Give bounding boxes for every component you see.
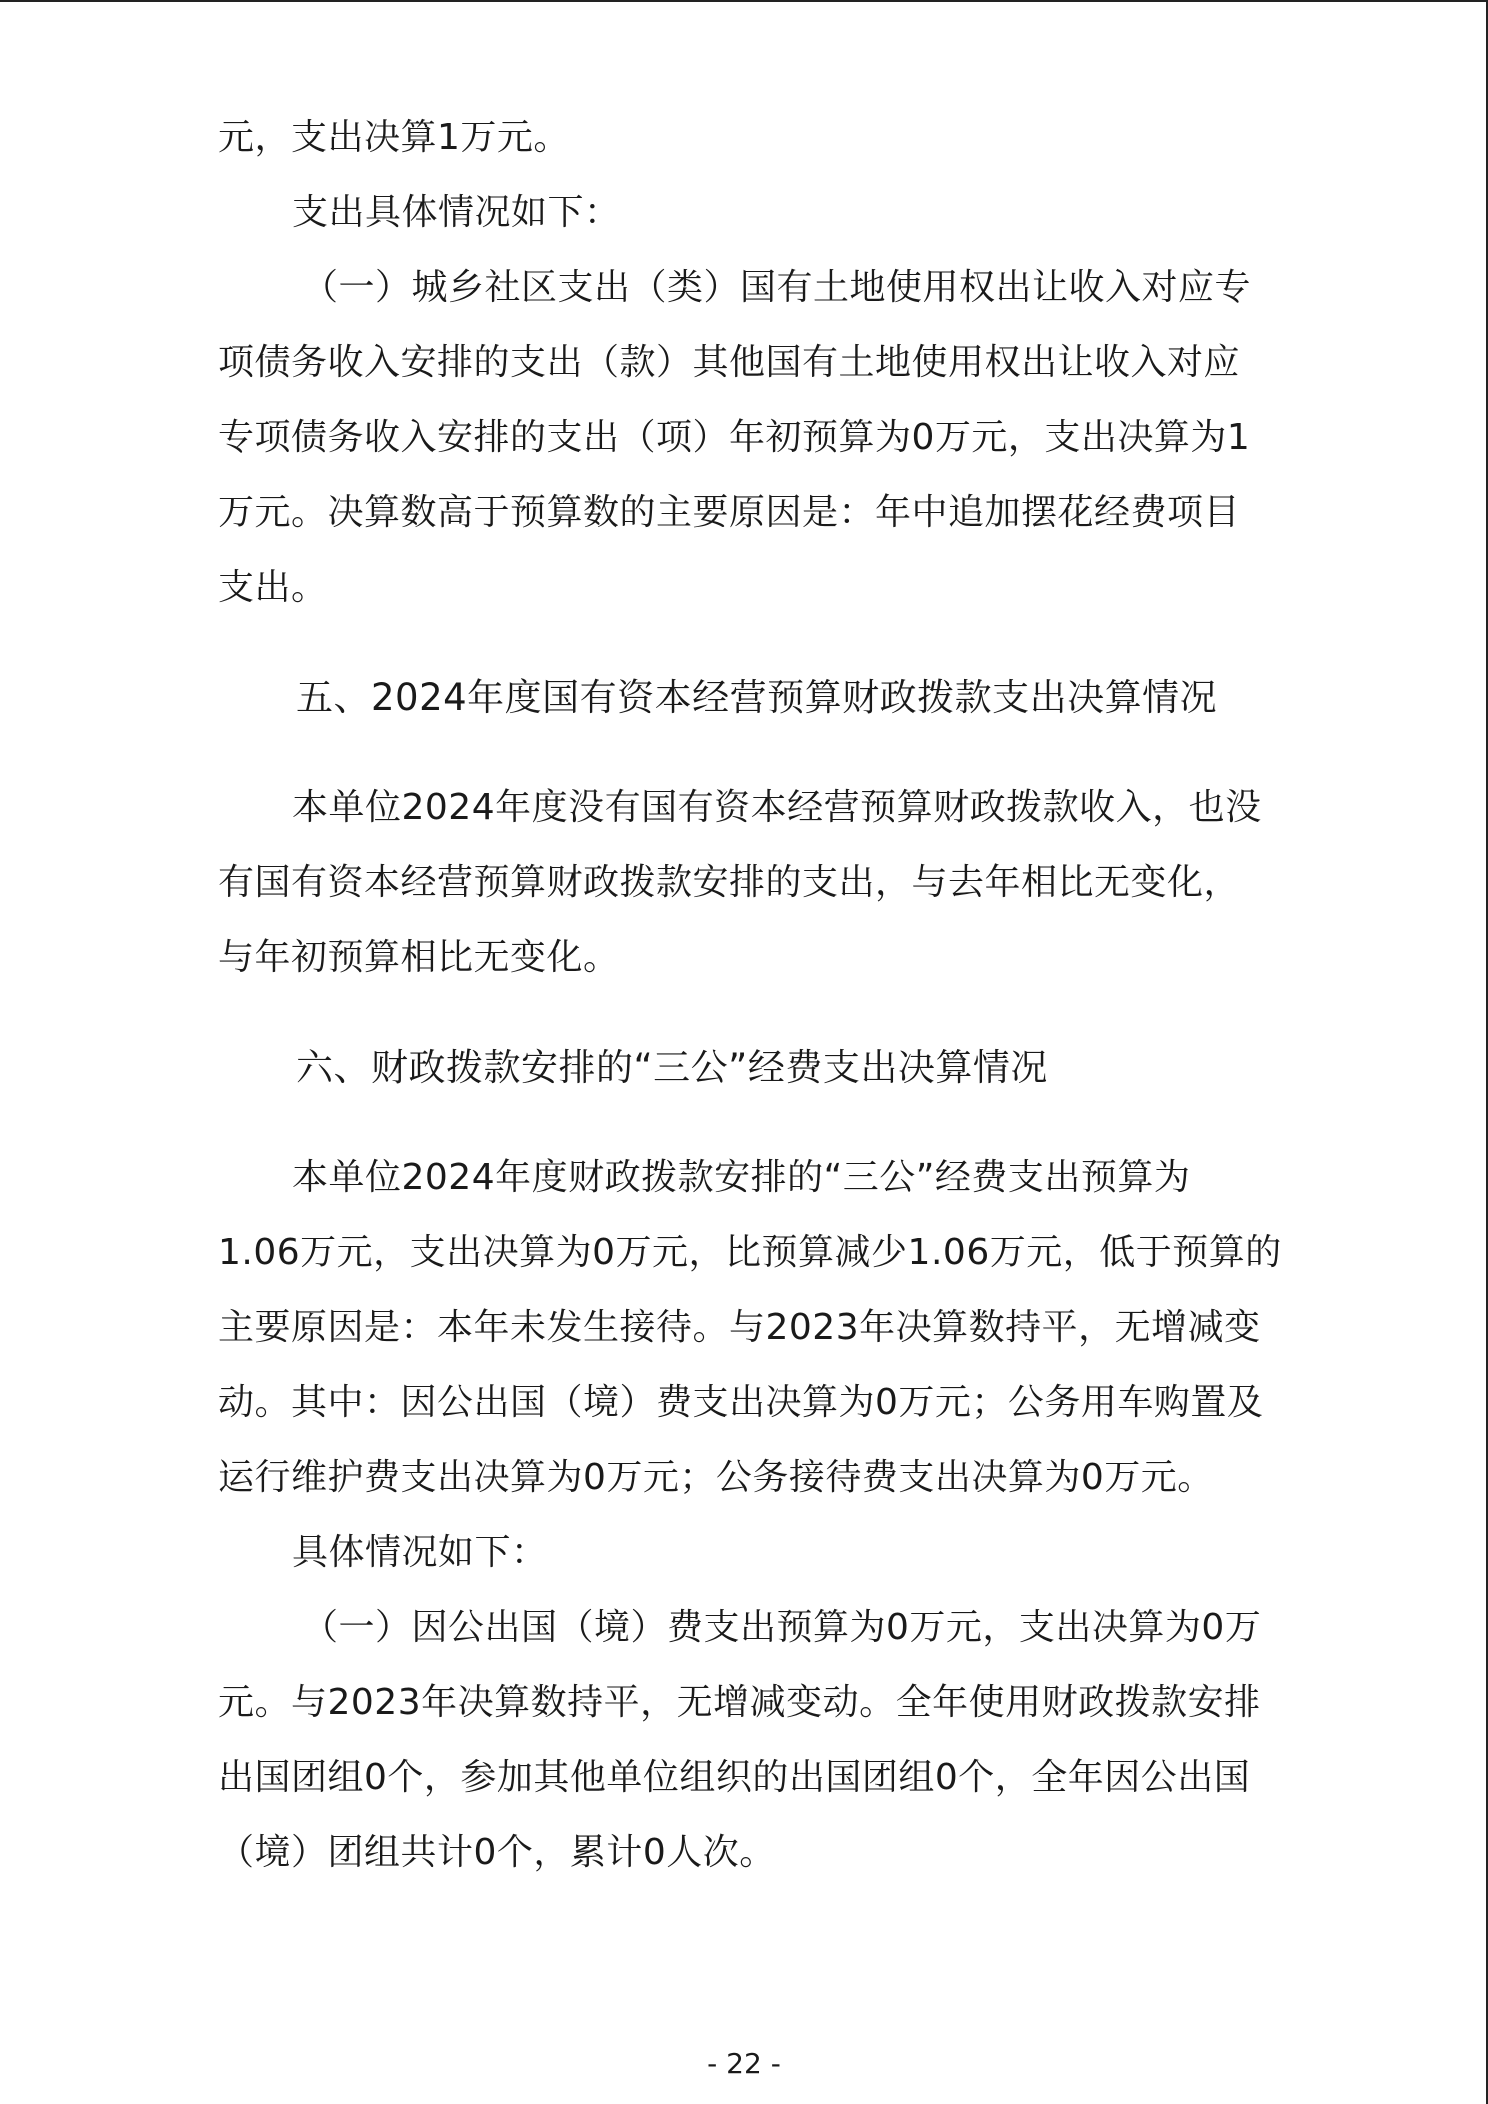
paragraph-line: 本单位2024年度财政拨款安排的“三公”经费支出预算为 <box>292 1157 1191 1198</box>
spacer <box>218 995 1288 1030</box>
section-heading: 五、2024年度国有资本经营预算财政拨款支出决算情况 <box>296 676 1218 719</box>
paragraph-line: 本单位2024年度没有国有资本经营预算财政拨款收入，也没 <box>292 787 1262 828</box>
paragraph-line: 动。其中：因公出国（境）费支出决算为0万元；公务用车购置及 <box>218 1382 1264 1423</box>
paragraph-line: 主要原因是：本年未发生接待。与2023年决算数持平，无增减变 <box>218 1307 1261 1348</box>
paragraph-line: 万元。决算数高于预算数的主要原因是：年中追加摆花经费项目 <box>218 492 1241 533</box>
paragraph-line: 运行维护费支出决算为0万元；公务接待费支出决算为0万元。 <box>218 1457 1214 1498</box>
paragraph-line: 支出具体情况如下： <box>292 192 621 233</box>
paragraph-line: 支出。 <box>218 567 328 608</box>
spacer <box>218 1105 1288 1140</box>
paragraph-line: 1.06万元，支出决算为0万元，比预算减少1.06万元，低于预算的 <box>218 1232 1282 1273</box>
page-number: - 22 - <box>707 2047 781 2080</box>
spacer <box>218 625 1288 660</box>
paragraph-line: （一）因公出国（境）费支出预算为0万元，支出决算为0万 <box>302 1607 1262 1648</box>
paragraph-line: 专项债务收入安排的支出（项）年初预算为0万元，支出决算为1 <box>218 417 1251 458</box>
paragraph-line: 有国有资本经营预算财政拨款安排的支出，与去年相比无变化， <box>218 862 1241 903</box>
paragraph-line: （境）团组共计0个，累计0人次。 <box>218 1832 776 1873</box>
document-body <box>218 100 1288 1890</box>
paragraph-line: 元，支出决算1万元。 <box>218 117 570 158</box>
paragraph-line: 具体情况如下： <box>292 1532 548 1573</box>
paragraph-line: 出国团组0个，参加其他单位组织的出国团组0个，全年因公出国 <box>218 1757 1251 1798</box>
spacer <box>218 735 1288 770</box>
paragraph-line: 元。与2023年决算数持平，无增减变动。全年使用财政拨款安排 <box>218 1682 1261 1723</box>
section-heading: 六、财政拨款安排的“三公”经费支出决算情况 <box>296 1046 1048 1089</box>
paragraph-line: （一）城乡社区支出（类）国有土地使用权出让收入对应专 <box>302 267 1252 308</box>
paragraph-line: 与年初预算相比无变化。 <box>218 937 620 978</box>
paragraph-line: 项债务收入安排的支出（款）其他国有土地使用权出让收入对应 <box>218 342 1241 383</box>
